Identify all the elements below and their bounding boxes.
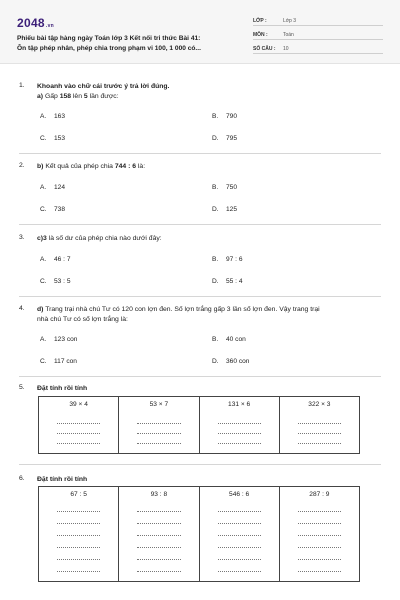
logo-suffix: .vn [45,23,55,29]
calc-expression: 53 × 7 [149,401,169,408]
question-5 [19,384,381,396]
question-number: 4. [19,305,25,312]
divider [19,376,381,377]
meta-label: SỐ CÂU : [253,46,276,52]
answer-line [137,511,180,512]
option-letter: B. [212,256,219,263]
option-text: 795 [226,135,238,142]
calc-expression: 93 : 8 [150,491,168,498]
option-letter: B. [212,113,219,120]
question-number: 6. [19,475,25,482]
question-instruction: Đặt tính rồi tính [37,476,88,483]
answer-line [298,535,341,536]
calc-cell[interactable] [39,487,119,581]
text-segment: là: [137,163,146,170]
answer-line [57,559,100,560]
question-text [37,92,381,102]
answer-line [137,443,180,444]
calc-grid-5 [38,396,360,454]
answer-line [57,547,100,548]
divider [19,224,381,225]
calc-expression: 322 × 3 [308,401,331,408]
text-segment: Kết quả của phép chia [45,163,113,170]
answer-line [137,423,180,424]
answer-line [137,559,180,560]
meta-label: MÔN : [253,32,268,38]
question-4 [19,305,381,375]
option-text: 117 con [54,358,77,365]
option-d[interactable] [212,135,237,142]
option-text: 163 [54,113,66,120]
answer-line [57,443,100,444]
answer-line [218,443,261,444]
expression-highlight: 744 : 6 [114,163,137,170]
question-text [37,162,381,172]
calc-cell[interactable] [280,397,359,453]
calc-expression: 67 : 5 [70,491,87,498]
answer-line [57,571,100,572]
option-text: 123 con [54,336,78,343]
answer-line [57,523,100,524]
question-tag: b) [37,163,44,170]
meta-value: 10 [283,46,289,52]
option-letter: A. [40,113,47,120]
text-segment: là số dư của phép chia nào dưới đây: [48,235,162,242]
option-d[interactable] [212,206,237,213]
meta-subject [253,28,383,40]
answer-line [298,443,341,444]
text-segment: nhà chú Tư có số lợn trắng là: [37,316,128,323]
calc-grid-6 [38,486,360,582]
option-letter: C. [40,135,47,142]
option-text: 360 con [226,358,250,365]
answer-line [218,433,261,434]
meta-value: Lớp 3 [283,18,297,24]
answer-line [137,535,180,536]
answer-line [218,423,261,424]
option-text: 790 [226,113,238,120]
answer-line [137,433,180,434]
option-text: 46 : 7 [54,256,71,263]
question-1 [19,82,381,152]
logo-text: 2048 [17,16,45,30]
option-b[interactable] [212,184,237,191]
text-segment: Trang trại nhà chú Tư có 120 con lợn đen. Số lợn trắng gấp 3 lần số lợn đen. Vậy trang trại [45,306,320,313]
option-a[interactable] [40,256,71,263]
calc-expression: 287 : 9 [309,491,330,498]
question-instruction: Khoanh vào chữ cái trước ý trả lời đúng. [37,83,170,90]
answer-line [218,523,261,524]
option-letter: D. [212,278,219,285]
calc-cell[interactable] [280,487,359,581]
answer-line [218,535,261,536]
answer-line [298,511,341,512]
answer-line [298,423,341,424]
question-2 [19,162,381,218]
question-number: 1. [19,82,25,89]
option-letter: D. [212,206,219,213]
option-a[interactable] [40,336,77,343]
question-number: 3. [19,234,25,241]
option-letter: D. [212,135,219,142]
question-tag: c)3 [37,235,47,242]
option-text: 125 [226,206,238,213]
option-c[interactable] [40,206,65,213]
title-line-2: Ôn tập phép nhân, phép chia trong phạm vi 100, 1 000 có... [17,44,201,52]
meta-label: LỚP : [253,18,267,24]
answer-line [57,535,100,536]
number-highlight: 158 [59,93,72,100]
site-logo[interactable] [17,16,54,30]
answer-line [57,511,100,512]
meta-count [253,42,383,54]
worksheet-header [0,0,400,64]
text-segment: Gấp [44,93,58,100]
option-letter: C. [40,358,47,365]
calc-expression: 546 : 6 [229,491,250,498]
answer-line [137,571,180,572]
option-c[interactable] [40,135,65,142]
option-b[interactable] [212,256,243,263]
option-b[interactable] [212,113,237,120]
answer-line [218,511,261,512]
question-number: 2. [19,162,25,169]
question-instruction: Đặt tính rồi tính [37,385,88,392]
option-letter: A. [40,336,47,343]
answer-line [298,571,341,572]
calc-cell[interactable] [39,397,119,453]
number-highlight: 5 [83,93,88,100]
title-line-1: Phiếu bài tập hàng ngày Toán lớp 3 Kết nối tri thức Bài 41: [17,35,201,42]
option-d[interactable] [212,358,249,365]
meta-value: Toán [283,32,294,38]
question-text [37,234,381,244]
calc-cell[interactable] [119,487,199,581]
option-letter: A. [40,256,47,263]
meta-class [253,14,383,26]
option-d[interactable] [212,278,243,285]
answer-line [298,433,341,434]
calc-cell[interactable] [200,487,280,581]
answer-line [298,559,341,560]
answer-line [218,571,261,572]
divider [19,464,381,465]
answer-line [298,523,341,524]
option-text: 53 : 5 [54,278,71,285]
meta-info [253,14,383,56]
question-tag: a) [37,93,44,100]
option-text: 738 [54,206,66,213]
question-3 [19,234,381,290]
option-letter: B. [212,336,219,343]
calc-expression: 131 × 6 [228,401,251,408]
calc-cell[interactable] [119,397,199,453]
calc-cell[interactable] [200,397,280,453]
option-text: 97 : 6 [226,256,243,263]
divider [19,153,381,154]
answer-line [137,523,180,524]
option-letter: D. [212,358,219,365]
worksheet-title [17,34,242,53]
text-segment: lần được: [89,93,119,100]
answer-line [298,547,341,548]
option-c[interactable] [40,358,77,365]
text-segment: lên [72,93,82,100]
answer-line [218,547,261,548]
option-b[interactable] [212,336,246,343]
option-text: 750 [226,184,238,191]
calc-expression: 39 × 4 [69,401,88,408]
option-a[interactable] [40,113,65,120]
question-number: 5. [19,384,25,391]
option-c[interactable] [40,278,71,285]
answer-line [218,559,261,560]
option-letter: A. [40,184,47,191]
question-text [37,305,381,325]
option-text: 124 [54,184,66,191]
option-letter: C. [40,278,47,285]
answer-line [137,547,180,548]
answer-line [57,433,100,434]
option-text: 40 con [226,336,246,343]
option-a[interactable] [40,184,65,191]
option-letter: B. [212,184,219,191]
divider [19,296,381,297]
question-tag: d) [37,306,44,313]
option-text: 55 : 4 [226,278,243,285]
option-text: 153 [54,135,66,142]
option-letter: C. [40,206,47,213]
answer-line [57,423,100,424]
